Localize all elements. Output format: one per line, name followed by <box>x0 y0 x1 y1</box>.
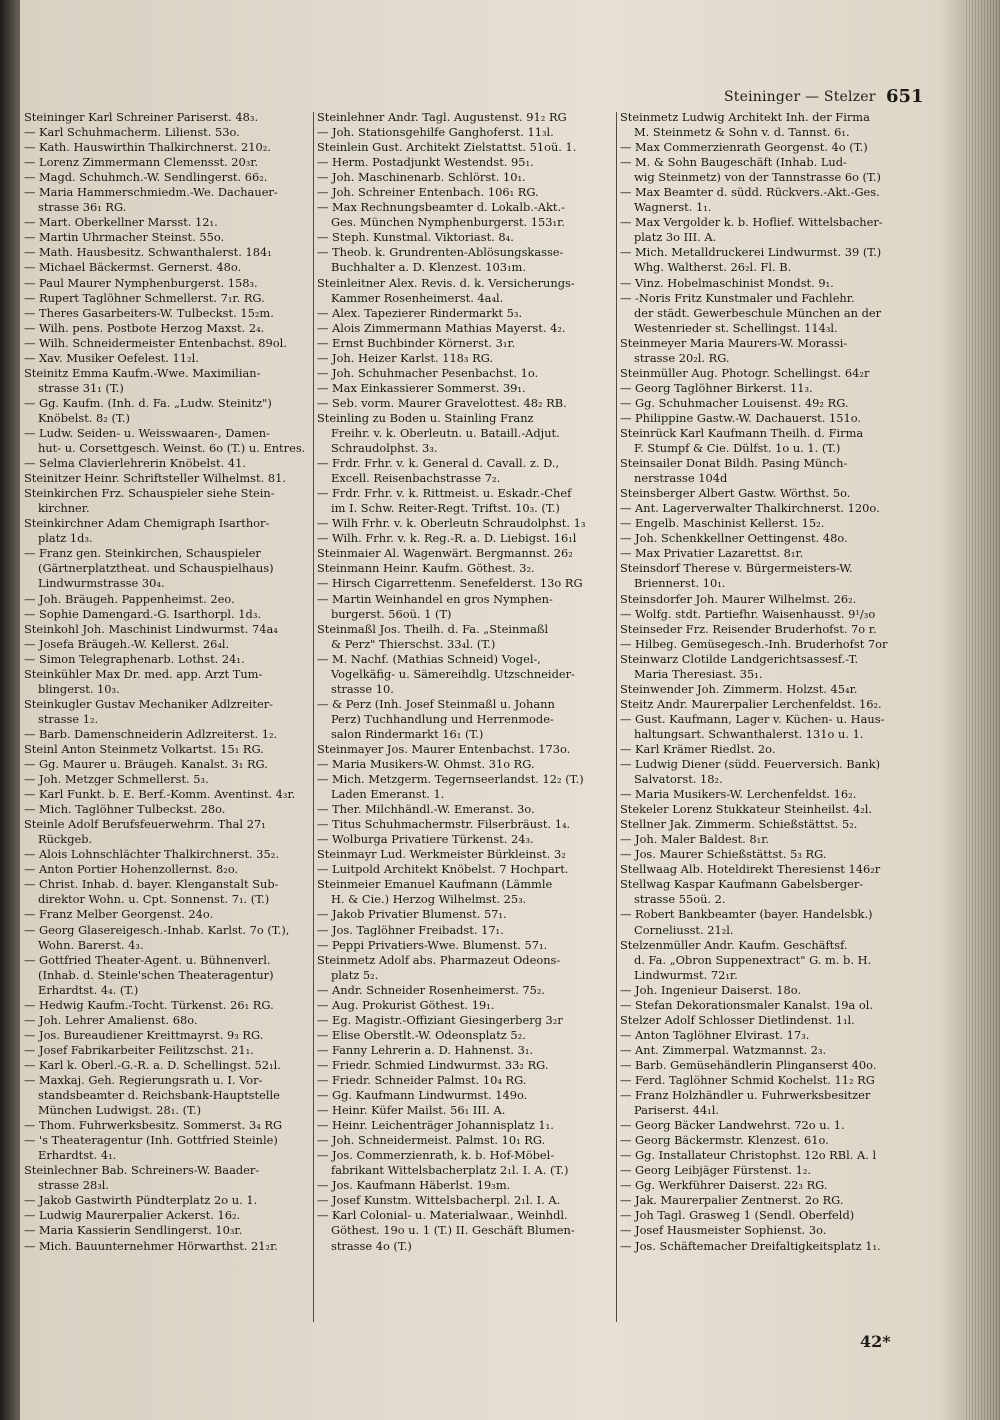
directory-entry-line: Steinsailer Donat Bildh. Pasing Münch- <box>620 456 848 471</box>
directory-entry-line: — Hilbeg. Gemüsegesch.-Inh. Bruderhofst 7or <box>620 636 888 651</box>
directory-entry-line: — Wolburga Privatiere Türkenst. 24₃. <box>317 832 534 847</box>
directory-entry-line: — Ther. Milchhändl.-W. Emeranst. 3o. <box>317 802 535 817</box>
directory-entry-line: Steinle Adolf Berufsfeuerwehrm. Thal 27₁ <box>24 817 266 832</box>
directory-entry-line: — Kath. Hauswirthin Thalkirchnerst. 210₂. <box>24 140 271 155</box>
directory-entry-line: — Ant. Zimmerpal. Watzmannst. 2₃. <box>620 1042 827 1057</box>
directory-entry-line: Wagnerst. 1₁. <box>634 200 712 215</box>
directory-entry-line: strasse 1₂. <box>38 711 99 726</box>
directory-entry-line: — Franz gen. Steinkirchen, Schauspieler <box>24 546 261 561</box>
directory-entry-line: hut- u. Corsettgesch. Weinst. 6o (T.) u. Entres. <box>38 441 306 456</box>
directory-entry-line: — Gg. Kaufmann Lindwurmst. 149o. <box>317 1088 528 1103</box>
directory-entry-line: — Mich. Taglöhner Tulbeckst. 28o. <box>24 802 226 817</box>
column-2 <box>317 110 617 1254</box>
directory-entry-line: im I. Schw. Reiter-Regt. Triftst. 10₃. (T.) <box>331 501 560 516</box>
directory-entry-line: — Joh. Schenkkellner Oettingenst. 48o. <box>620 531 848 546</box>
directory-entry-line: — Wilh. pens. Postbote Herzog Maxst. 2₄. <box>24 320 265 335</box>
column-divider <box>616 112 617 1322</box>
directory-entry-line: — Theob. k. Grundrenten-Ablösungskasse- <box>317 245 564 260</box>
directory-entry-line: — Gg. Werkführer Daiserst. 22₃ RG. <box>620 1178 828 1193</box>
directory-entry-line: — Peppi Privatiers-Wwe. Blumenst. 57₁. <box>317 937 548 952</box>
directory-entry-line: platz 1d₃. <box>38 531 93 546</box>
directory-entry-line: — Wilh. Schneidermeister Entenbachst. 89ol. <box>24 335 287 350</box>
directory-entry-line: d. Fa. „Obron Suppenextract" G. m. b. H. <box>634 952 872 967</box>
column-divider <box>313 112 314 1322</box>
directory-entry-line: — Andr. Schneider Rosenheimerst. 75₂. <box>317 982 546 997</box>
directory-entry-line: Steinkohl Joh. Maschinist Lindwurmst. 74a₄ <box>24 621 278 636</box>
directory-entry-line: Steinseder Frz. Reisender Bruderhofst. 7o r. <box>620 621 877 636</box>
directory-entry-line: — Ernst Buchbinder Körnerst. 3₁r. <box>317 335 516 350</box>
directory-entry-line: — Fanny Lehrerin a. D. Hahnenst. 3₁. <box>317 1042 534 1057</box>
directory-entry-line: — Franz Holzhändler u. Fuhrwerksbesitzer <box>620 1088 871 1103</box>
directory-entry-line: — Wilh. Frhr. v. k. Reg.-R. a. D. Liebigst. 16₁l <box>317 531 577 546</box>
directory-entry-line: — Joh. Schneidermeist. Palmst. 10₁ RG. <box>317 1133 546 1148</box>
directory-entry-line: Steinkirchen Frz. Schauspieler siehe Stein- <box>24 486 275 501</box>
page-edges <box>964 0 1000 1420</box>
directory-entry-line: — Karl Krämer Riedlst. 2o. <box>620 741 776 756</box>
directory-entry-line: — Jos. Bureaudiener Kreittmayrst. 9₃ RG. <box>24 1027 264 1042</box>
directory-entry-line: — Friedr. Schneider Palmst. 10₄ RG. <box>317 1073 527 1087</box>
page-number: 651 <box>886 86 924 107</box>
directory-entry-line: — Gg. Kaufm. (Inh. d. Fa. „Ludw. Steinitz") <box>24 395 272 410</box>
directory-entry-line: — Karl Colonial- u. Materialwaar., Weinhdl. <box>317 1208 568 1223</box>
directory-entry-line: — Ferd. Taglöhner Schmid Kochelst. 11₂ RG <box>620 1073 875 1087</box>
directory-entry-line: — Magd. Schuhmch.-W. Sendlingerst. 66₂. <box>24 170 268 185</box>
directory-entry-line: Stelzenmüller Andr. Kaufm. Geschäftsf. <box>620 937 848 952</box>
directory-entry-line: Steinsdorfer Joh. Maurer Wilhelmst. 26₂. <box>620 591 857 606</box>
directory-entry-line: Steinitz Emma Kaufm.-Wwe. Maximilian- <box>24 365 261 380</box>
directory-entry-line: — Gg. Schuhmacher Louisenst. 49₂ RG. <box>620 395 849 410</box>
directory-entry-line: Steinitzer Heinr. Schriftsteller Wilhelmst. 81. <box>24 471 286 486</box>
page-header <box>700 86 930 110</box>
directory-entry-line: — Aug. Prokurist Göthest. 19₁. <box>317 997 495 1012</box>
directory-entry-line: Maria Theresiast. 35₁. <box>634 666 763 681</box>
directory-entry-line: — Jos. Kaufmann Häberlst. 19₃m. <box>317 1178 511 1193</box>
directory-entry-line: Steinwender Joh. Zimmerm. Holzst. 45₄r. <box>620 681 858 696</box>
directory-entry-line: — Joh. Maschinenarb. Schlörst. 10₁. <box>317 170 526 185</box>
column-1 <box>24 110 326 1254</box>
directory-entry-line: Kammer Rosenheimerst. 4a₄l. <box>331 290 504 305</box>
directory-entry-line: — Barb. Damenschneiderin Adlzreiterst. 1₂. <box>24 726 278 741</box>
directory-entry-line: — Gottfried Theater-Agent. u. Bühnenverl. <box>24 952 271 967</box>
directory-entry-line: — Gg. Maurer u. Bräugeh. Kanalst. 3₁ RG. <box>24 757 268 772</box>
directory-entry-line: Stekeler Lorenz Stukkateur Steinheilst. 4₂l. <box>620 802 873 817</box>
directory-entry-line: — Ludwig Diener (südd. Feuerversich. Bank) <box>620 757 881 772</box>
directory-entry-line: — Wilh Frhr. v. k. Oberleutn Schraudolphst. 1₃ <box>317 516 586 531</box>
directory-entry-line: — Karl k. Oberl.-G.-R. a. D. Schellingst. 52₁l. <box>24 1057 281 1072</box>
directory-entry-line: — Alois Lohnschlächter Thalkirchnerst. 35₂. <box>24 847 279 862</box>
directory-entry-line: — Gust. Kaufmann, Lager v. Küchen- u. Haus- <box>620 711 885 726</box>
directory-entry-line: Lindwurmstrasse 30₄. <box>38 576 165 591</box>
directory-entry-line: Perz) Tuchhandlung und Herrenmode- <box>331 711 554 726</box>
directory-entry-line: — Joh. Ingenieur Daiserst. 18o. <box>620 982 802 997</box>
directory-entry-line: — Eg. Magistr.-Offiziant Giesingerberg 3₂r <box>317 1012 563 1027</box>
directory-entry-line: — Georg Glasereigesch.-Inhab. Karlst. 7o (T.), <box>24 922 290 937</box>
directory-entry-line: strasse 31₁ (T.) <box>38 380 124 395</box>
directory-entry-line: — Josef Kunstm. Wittelsbacherpl. 2₁l. I. A. <box>317 1193 561 1208</box>
directory-entry-line: — Joh Tagl. Grasweg 1 (Sendl. Oberfeld) <box>620 1208 855 1223</box>
directory-entry-line: Erhardtst. 4₁. <box>38 1148 117 1163</box>
directory-entry-line: — Maria Musikers-W. Ohmst. 31o RG. <box>317 757 535 772</box>
directory-entry-line: — Sophie Damengard.-G. Isarthorpl. 1d₃. <box>24 606 262 621</box>
directory-entry-line: — Joh. Schuhmacher Pesenbachst. 1o. <box>317 365 539 380</box>
directory-entry-line: Steinmüller Aug. Photogr. Schellingst. 64₂r <box>620 365 870 380</box>
directory-entry-line: Lindwurmst. 72₁r. <box>634 967 738 982</box>
directory-entry-line: Stellwaag Alb. Hoteldirekt Theresienst 146₂r <box>620 862 881 877</box>
directory-entry-line: Erhardtst. 4₄. (T.) <box>38 982 139 997</box>
directory-entry-line: Steinmann Heinr. Kaufm. Göthest. 3₂. <box>317 561 535 576</box>
directory-entry-line: — Franz Melber Georgenst. 24o. <box>24 907 214 922</box>
directory-entry-line: — Josefa Bräugeh.-W. Kellerst. 26₄l. <box>24 636 230 651</box>
directory-entry-line: — Joh. Stationsgehilfe Ganghoferst. 11₃l. <box>317 125 554 140</box>
directory-entry-line: — Elise Oberstlt.-W. Odeonsplatz 5₂. <box>317 1027 526 1042</box>
directory-entry-line: — Maria Hammerschmiedm.-We. Dachauer- <box>24 185 278 200</box>
directory-entry-line: — Titus Schuhmachermstr. Filserbräust. 1₄. <box>317 817 571 832</box>
directory-entry-line: wig Steinmetz) von der Tannstrasse 6o (T.) <box>634 170 881 185</box>
directory-entry-line: — Mich. Metzgerm. Tegernseerlandst. 12₂ (T.) <box>317 772 584 787</box>
directory-entry-line: fabrikant Wittelsbacherplatz 2₁l. I. A. (T.) <box>331 1163 569 1178</box>
directory-entry-line: — Engelb. Maschinist Kellerst. 15₂. <box>620 516 825 531</box>
directory-entry-line: — Anton Portier Hohenzollernst. 8₂o. <box>24 862 239 877</box>
signature-mark: 42* <box>860 1332 891 1351</box>
directory-entry-line: — Steph. Kunstmal. Viktoriast. 8₄. <box>317 230 514 245</box>
directory-entry-line: Steinling zu Boden u. Stainling Franz <box>317 410 534 425</box>
directory-entry-line: — Georg Taglöhner Birkerst. 11₃. <box>620 380 813 395</box>
directory-entry-line: Ges. München Nymphenburgerst. 153₁r. <box>331 215 565 230</box>
directory-entry-line: — Mich. Metalldruckerei Lindwurmst. 39 (T.) <box>620 245 882 260</box>
directory-entry-line: — Karl Schuhmacherm. Lilienst. 53o. <box>24 125 240 140</box>
directory-entry-line: Steinmetz Adolf abs. Pharmazeut Odeons- <box>317 952 561 967</box>
directory-entry-line: blingerst. 10₃. <box>38 681 120 696</box>
directory-entry-line: — Joh. Maler Baldest. 8₁r. <box>620 832 770 847</box>
directory-entry-line: Freihr. v. k. Oberleutn. u. Bataill.-Adjut. <box>331 425 560 440</box>
directory-entry-line: — Karl Funkt. b. E. Berf.-Komm. Aventinst. 4₃r. <box>24 787 296 802</box>
directory-entry-line: Steinl Anton Steinmetz Volkartst. 15₁ RG. <box>24 741 264 756</box>
directory-entry-line: Laden Emeranst. 1. <box>331 787 445 802</box>
directory-entry-line: Schraudolphst. 3₃. <box>331 441 438 456</box>
directory-entry-line: — Ludwig Maurerpalier Ackerst. 16₂. <box>24 1208 241 1223</box>
directory-entry-line: — Mart. Oberkellner Marsst. 12₁. <box>24 215 218 230</box>
directory-entry-line: — Maria Musikers-W. Lerchenfeldst. 16₂. <box>620 787 857 802</box>
directory-entry-line: — Jak. Maurerpalier Zentnerst. 2o RG. <box>620 1193 844 1208</box>
directory-entry-line: — Joh. Metzger Schmellerst. 5₃. <box>24 772 209 787</box>
directory-entry-line: — Selma Clavierlehrerin Knöbelst. 41. <box>24 456 246 471</box>
directory-entry-line: Rückgeb. <box>38 832 93 847</box>
directory-entry-line: — Heinr. Leichenträger Johannisplatz 1₁. <box>317 1118 554 1133</box>
directory-entry-line: — Max Beamter d. südd. Rückvers.-Akt.-Ges. <box>620 185 880 200</box>
directory-entry-line: — Joh. Lehrer Amalienst. 68o. <box>24 1012 198 1027</box>
directory-entry-line: (Gärtnerplatztheat. und Schauspielhaus) <box>38 561 274 576</box>
directory-entry-line: Steinsdorf Therese v. Bürgermeisters-W. <box>620 561 853 576</box>
directory-entry-line: Stelzer Adolf Schlosser Dietlindenst. 1₁l. <box>620 1012 855 1027</box>
directory-entry-line: — Joh. Bräugeh. Pappenheimst. 2eo. <box>24 591 235 606</box>
directory-entry-line: — Simon Telegraphenarb. Lothst. 24₁. <box>24 651 245 666</box>
directory-entry-line: — Mich. Bauunternehmer Hörwarthst. 21₂r. <box>24 1238 278 1253</box>
directory-entry-line: — Heinr. Küfer Mailst. 56₁ III. A. <box>317 1103 506 1118</box>
directory-entry-line: nerstrasse 104d <box>634 471 728 486</box>
directory-entry-line: direktor Wohn. u. Cpt. Sonnenst. 7₁. (T.) <box>38 892 270 907</box>
directory-entry-line: H. & Cie.) Herzog Wilhelmst. 25₃. <box>331 892 527 907</box>
directory-entry-line: Wohn. Barerst. 4₃. <box>38 937 144 952</box>
directory-entry-line: Steinmetz Ludwig Architekt Inh. der Firma <box>620 110 870 124</box>
directory-entry-line: platz 3o III. A. <box>634 230 717 245</box>
binding-shadow <box>0 0 20 1420</box>
directory-entry-line: — Martin Uhrmacher Steinst. 55o. <box>24 230 225 245</box>
directory-entry-line: — 's Theateragentur (Inh. Gottfried Steinle) <box>24 1133 278 1148</box>
directory-entry-line: Steinkugler Gustav Mechaniker Adlzreiter- <box>24 696 273 711</box>
directory-entry-line: — Robert Bankbeamter (bayer. Handelsbk.) <box>620 907 873 922</box>
directory-entry-line: standsbeamter d. Reichsbank-Hauptstelle <box>38 1088 280 1103</box>
directory-entry-line: haltungsart. Schwanthalerst. 131o u. 1. <box>634 726 864 741</box>
column-3 <box>620 110 920 1254</box>
directory-entry-line: — Frdr. Frhr. v. k. General d. Cavall. z. D., <box>317 456 560 471</box>
directory-entry-line: salon Rindermarkt 16₁ (T.) <box>331 726 484 741</box>
directory-entry-line: Briennerst. 10₁. <box>634 576 726 591</box>
directory-entry-line: Steinsberger Albert Gastw. Wörthst. 5o. <box>620 486 851 501</box>
directory-entry-line: — M. & Sohn Baugeschäft (Inhab. Lud- <box>620 155 847 170</box>
directory-entry-line: München Ludwigst. 28₁. (T.) <box>38 1103 202 1118</box>
directory-entry-line: Westenrieder st. Schellingst. 114₃l. <box>634 320 838 335</box>
directory-entry-line: — Georg Bäcker Landwehrst. 72o u. 1. <box>620 1118 845 1133</box>
directory-entry-line: Steitz Andr. Maurerpalier Lerchenfeldst. 16₂. <box>620 696 882 711</box>
directory-entry-line: der städt. Gewerbeschule München an der <box>634 305 882 320</box>
directory-entry-line: M. Steinmetz & Sohn v. d. Tannst. 6₁. <box>634 125 850 140</box>
directory-entry-line: — Luitpold Architekt Knöbelst. 7 Hochpart. <box>317 862 569 877</box>
directory-entry-line: strasse 28₃l. <box>38 1178 110 1193</box>
directory-entry-line: — Ludw. Seiden- u. Weisswaaren-, Damen- <box>24 425 270 440</box>
directory-entry-line: — -Noris Fritz Kunstmaler und Fachlehr. <box>620 290 855 305</box>
directory-entry-line: — Max Einkassierer Sommerst. 39₁. <box>317 380 526 395</box>
directory-entry-line: Steinmaßl Jos. Theilh. d. Fa. „Steinmaßl <box>317 621 549 636</box>
directory-entry-line: Steinmeyer Maria Maurers-W. Morassi- <box>620 335 848 350</box>
directory-entry-line: Steinlechner Bab. Schreiners-W. Baader- <box>24 1163 260 1178</box>
directory-entry-line: — Paul Maurer Nymphenburgerst. 158₃. <box>24 275 258 290</box>
directory-entry-line: — Georg Bäckermstr. Klenzest. 61o. <box>620 1133 829 1148</box>
directory-entry-line: Excell. Reisenbachstrasse 7₂. <box>331 471 501 486</box>
directory-entry-line: — Herm. Postadjunkt Westendst. 95₁. <box>317 155 534 170</box>
directory-entry-line: — Anton Taglöhner Elvirast. 17₃. <box>620 1027 810 1042</box>
directory-entry-line: — Max Privatier Lazarettst. 8₁r. <box>620 546 804 561</box>
directory-entry-line: — Vinz. Hobelmaschinist Mondst. 9₁. <box>620 275 834 290</box>
directory-entry-line: Stellner Jak. Zimmerm. Schießstättst. 5₂. <box>620 817 858 832</box>
directory-entry-line: — Hirsch Cigarrettenm. Senefelderst. 13o RG <box>317 576 583 591</box>
directory-entry-line: Steininger Karl Schreiner Pariserst. 48₃. <box>24 110 259 124</box>
directory-entry-line: platz 5₂. <box>331 967 379 982</box>
directory-entry-line: Pariserst. 44₁l. <box>634 1103 720 1118</box>
directory-entry-line: — Wolfg. stdt. Partiefhr. Waisenhausst. 9¹/₃o <box>620 606 876 621</box>
directory-entry-line: — Max Commerzienrath Georgenst. 4o (T.) <box>620 140 868 155</box>
directory-entry-line: strasse 55oü. 2. <box>634 892 726 907</box>
directory-entry-line: Steinmayer Jos. Maurer Entenbachst. 173o. <box>317 741 571 756</box>
directory-entry-line: — Friedr. Schmied Lindwurmst. 33₂ RG. <box>317 1057 549 1072</box>
directory-entry-line: — Josef Hausmeister Sophienst. 3o. <box>620 1223 827 1238</box>
directory-entry-line: Knöbelst. 8₂ (T.) <box>38 410 130 425</box>
directory-entry-line: — Hedwig Kaufm.-Tocht. Türkenst. 26₁ RG. <box>24 997 274 1012</box>
directory-entry-line: Steinrück Karl Kaufmann Theilh. d. Firma <box>620 425 864 440</box>
directory-entry-line: Whg. Waltherst. 26₂l. Fl. B. <box>634 260 792 275</box>
running-head: Steininger — Stelzer <box>724 89 876 105</box>
directory-entry-line: strasse 4o (T.) <box>331 1238 412 1253</box>
directory-entry-line: — Josef Fabrikarbeiter Feilitzschst. 21₁. <box>24 1042 254 1057</box>
directory-entry-line: & Perz" Thierschst. 33₄l. (T.) <box>331 636 496 651</box>
directory-entry-line: Steinmayr Lud. Werkmeister Bürkleinst. 3₂ <box>317 847 566 862</box>
directory-entry-line: (Inhab. d. Steinle'schen Theateragentur) <box>38 967 274 982</box>
directory-entry-line: Steinmaier Al. Wagenwärt. Bergmannst. 26₂ <box>317 546 573 561</box>
directory-entry-line: Steinkirchner Adam Chemigraph Isarthor- <box>24 516 270 531</box>
directory-entry-line: — Philippine Gastw.-W. Dachauerst. 151o. <box>620 410 862 425</box>
directory-entry-line: — Alois Zimmermann Mathias Mayerst. 4₂. <box>317 320 566 335</box>
directory-entry-line: — M. Nachf. (Mathias Schneid) Vogel-, <box>317 651 541 666</box>
directory-entry-line: — Maria Kassierin Sendlingerst. 10₃r. <box>24 1223 243 1238</box>
directory-entry-line: — Math. Hausbesitz. Schwanthalerst. 184₁ <box>24 245 272 260</box>
directory-entry-line: Stellwag Kaspar Kaufmann Gabelsberger- <box>620 877 864 892</box>
directory-entry-line: — Frdr. Frhr. v. k. Rittmeist. u. Eskadr.-Chef <box>317 486 572 501</box>
directory-entry-line: kirchner. <box>38 501 90 516</box>
directory-entry-line: — Jos. Taglöhner Freibadst. 17₁. <box>317 922 504 937</box>
directory-entry-line: — Jos. Maurer Schießstättst. 5₃ RG. <box>620 847 827 862</box>
directory-entry-line: — Ant. Lagerverwalter Thalkirchnerst. 120o. <box>620 501 880 516</box>
directory-entry-line: — Christ. Inhab. d. bayer. Klenganstalt Sub- <box>24 877 279 892</box>
directory-entry-line: — Theres Gasarbeiters-W. Tulbeckst. 15₂m. <box>24 305 274 320</box>
directory-entry-line: Steinkühler Max Dr. med. app. Arzt Tum- <box>24 666 263 681</box>
directory-entry-line: — Xav. Musiker Oefelest. 11₂l. <box>24 350 199 365</box>
directory-entry-line: — Barb. Gemüsehändlerin Plinganserst 40o. <box>620 1057 877 1072</box>
directory-entry-line: — Alex. Tapezierer Rindermarkt 5₃. <box>317 305 523 320</box>
directory-entry-line: — Jos. Commerzienrath, k. b. Hof-Möbel- <box>317 1148 555 1163</box>
directory-entry-line: strasse 36₁ RG. <box>38 200 127 215</box>
directory-entry-line: — Jakob Gastwirth Pündterplatz 2o u. 1. <box>24 1193 258 1208</box>
directory-entry-line: — Michael Bäckermst. Gernerst. 48o. <box>24 260 242 275</box>
directory-entry-line: Steinleitner Alex. Revis. d. k. Versicherungs- <box>317 275 575 290</box>
directory-entry-line: — Lorenz Zimmermann Clemensst. 20₃r. <box>24 155 259 170</box>
directory-entry-line: — & Perz (Inh. Josef Steinmaßl u. Johann <box>317 696 555 711</box>
directory-entry-line: — Rupert Taglöhner Schmellerst. 7₁r. RG. <box>24 290 265 305</box>
directory-entry-line: Corneliusst. 21₂l. <box>634 922 734 937</box>
directory-entry-line: — Max Vergolder k. b. Hoflief. Wittelsbacher- <box>620 215 883 230</box>
directory-entry-line: F. Stumpf & Cie. Dülfst. 1o u. 1. (T.) <box>634 441 841 456</box>
directory-entry-line: — Joh. Heizer Karlst. 118₃ RG. <box>317 350 494 365</box>
directory-entry-line: — Max Rechnungsbeamter d. Lokalb.-Akt.- <box>317 200 565 215</box>
directory-entry-line: Göthest. 19o u. 1 (T.) II. Geschäft Blumen- <box>331 1223 575 1238</box>
directory-entry-line: Steinlehner Andr. Tagl. Augustenst. 91₂ RG <box>317 110 567 124</box>
directory-entry-line: — Thom. Fuhrwerksbesitz. Sommerst. 3₄ RG <box>24 1118 283 1133</box>
directory-entry-line: — Jakob Privatier Blumenst. 57₁. <box>317 907 507 922</box>
directory-entry-line: Steinwarz Clotilde Landgerichtsassesf.-T. <box>620 651 859 666</box>
directory-entry-line: strasse 10. <box>331 681 394 696</box>
directory-entry-line: Vogelkäfig- u. Sämereihdlg. Utzschneider- <box>331 666 575 681</box>
directory-entry-line: — Seb. vorm. Maurer Gravelottest. 48₂ RB. <box>317 395 567 410</box>
directory-entry-line: Steinmeier Emanuel Kaufmann (Lämmle <box>317 877 553 892</box>
directory-entry-line: Steinlein Gust. Architekt Zielstattst. 51oü. 1. <box>317 140 577 155</box>
directory-entry-line: Salvatorst. 18₂. <box>634 772 723 787</box>
directory-entry-line: — Martin Weinhandel en gros Nymphen- <box>317 591 553 606</box>
directory-entry-line: — Jos. Schäftemacher Dreifaltigkeitsplatz 1₁. <box>620 1238 881 1253</box>
directory-entry-line: — Stefan Dekorationsmaler Kanalst. 19a ol. <box>620 997 874 1012</box>
directory-entry-line: — Joh. Schreiner Entenbach. 106₁ RG. <box>317 185 539 200</box>
directory-entry-line: — Maxkaj. Geh. Regierungsrath u. I. Vor- <box>24 1073 263 1087</box>
directory-entry-line: — Georg Leibjäger Fürstenst. 1₂. <box>620 1163 812 1178</box>
directory-entry-line: strasse 20₂l. RG. <box>634 350 730 365</box>
directory-entry-line: burgerst. 56oü. 1 (T) <box>331 606 452 621</box>
directory-entry-line: — Gg. Installateur Christophst. 12o RBl. A. l <box>620 1148 877 1163</box>
directory-entry-line: Buchhalter a. D. Klenzest. 103₁m. <box>331 260 526 275</box>
